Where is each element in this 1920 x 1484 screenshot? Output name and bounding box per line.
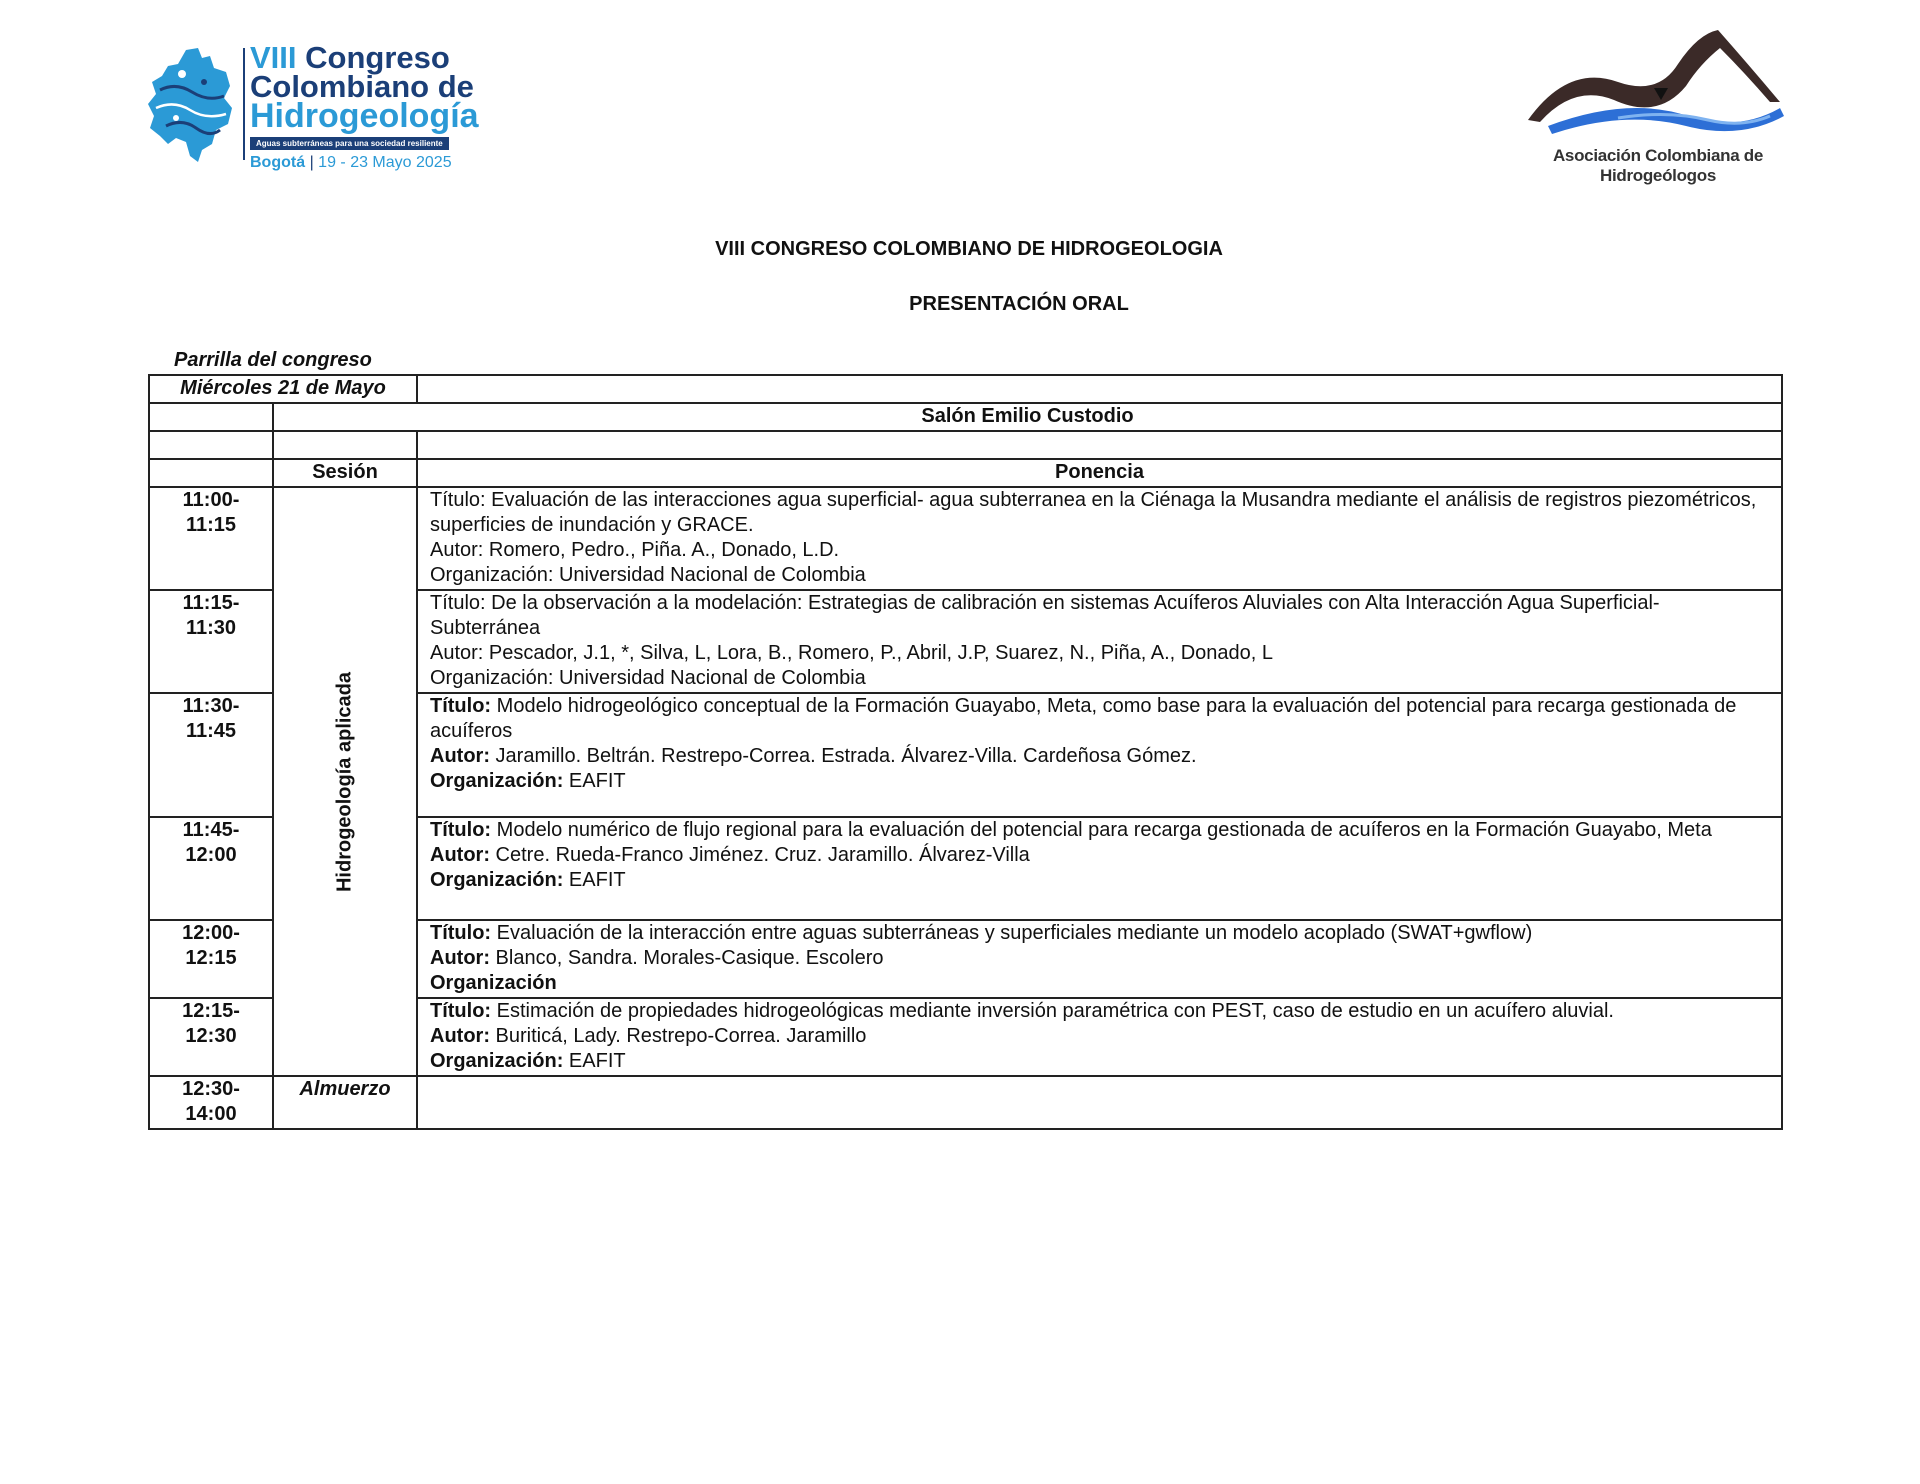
session-cell xyxy=(273,487,417,1076)
header-session: Sesión xyxy=(273,459,417,487)
mountain-wave-icon xyxy=(1508,24,1808,144)
talk-cell: Título: Evaluación de las interacciones agua superficial- agua subterranea en la Ciénaga la Musandra mediante el análisis de registros piezométricos, superficies de inundación y GRACE. Autor: Romero, Pedro., Piña. A., Donado, L.D. Organización: Universidad Nacional de Colombia xyxy=(417,487,1782,590)
talk-cell: Título: Evaluación de la interacción entre aguas subterráneas y superficiales mediante un modelo acoplado (SWAT+gwflow) Autor: Blanco, Sandra. Morales-Casique. Escolero Organización xyxy=(417,920,1782,998)
logo-line2: Colombiano de xyxy=(250,69,474,104)
talk-title: Estimación de propiedades hidrogeológicas mediante inversión paramétrica con PEST, caso de estudio en un acuífero aluvial. xyxy=(496,1000,1614,1022)
logo-date: Bogotá | 19 - 23 Mayo 2025 xyxy=(250,154,452,171)
page-title: VIII CONGRESO COLOMBIANO DE HIDROGEOLOGIA xyxy=(715,238,1223,260)
header-time xyxy=(149,459,273,487)
time-cell: 11:00- 11:15 xyxy=(149,487,273,590)
time-cell: 12:15- 12:30 xyxy=(149,998,273,1076)
talk-cell: Título: Modelo numérico de flujo regional para la evaluación del potencial para recarga gestionada de acuíferos en la Formación Guayabo, Meta Autor: Cetre. Rueda-Franco Jiménez. Cruz. Jaramillo. Álvarez-Villa Organización: EAFIT xyxy=(417,817,1782,920)
spacer-cell xyxy=(273,431,417,459)
talk-title: Evaluación de las interacciones agua superficial- agua subterranea en la Ciénaga la Musandra mediante el análisis de registros piezométricos, superficies de inundación y GRACE. xyxy=(430,489,1757,536)
session-name: Hidrogeología aplicada xyxy=(333,671,356,892)
grid-caption: Parrilla del congreso xyxy=(174,349,372,371)
room-row xyxy=(149,403,1782,431)
day-empty-cell xyxy=(417,375,1782,403)
talk-author: Blanco, Sandra. Morales-Casique. Escolero xyxy=(495,947,884,969)
talk-author: Jaramillo. Beltrán. Restrepo-Correa. Estrada. Álvarez-Villa. Cardeñosa Gómez. xyxy=(495,745,1197,767)
schedule-table xyxy=(148,374,1783,1130)
time-cell: 11:30- 11:45 xyxy=(149,693,273,817)
lunch-row xyxy=(149,1076,1782,1129)
talk-title: Evaluación de la interacción entre aguas subterráneas y superficiales mediante un modelo acoplado (SWAT+gwflow) xyxy=(496,922,1533,944)
talk-title: De la observación a la modelación: Estrategias de calibración en sistemas Acuíferos Aluviales con Alta Interacción Agua Superficial-Subterránea xyxy=(430,592,1660,639)
lunch-empty-cell xyxy=(417,1076,1782,1129)
talk-cell: Título: Modelo hidrogeológico conceptual de la Formación Guayabo, Meta, como base para la evaluación del potencial para recarga gestionada de acuíferos Autor: Jaramillo. Beltrán. Restrepo-Correa. Estrada. Álvarez-Villa. Cardeñosa Gómez. Organización: EAFIT xyxy=(417,693,1782,817)
logo-line3: Hidrogeología xyxy=(250,97,479,135)
spacer-row xyxy=(149,431,1782,459)
talk-title: Modelo numérico de flujo regional para la evaluación del potencial para recarga gestionada de acuíferos en la Formación Guayabo, Meta xyxy=(496,819,1712,841)
congress-logo xyxy=(146,40,506,170)
time-cell: 11:15- 11:30 xyxy=(149,590,273,693)
logo-tagline: Aguas subterráneas para una sociedad resiliente xyxy=(250,137,449,150)
logo-line1: VIII Congreso xyxy=(250,40,450,75)
talk-org: Universidad Nacional de Colombia xyxy=(558,564,866,586)
talk-org: EAFIT xyxy=(568,770,626,792)
talk-org: EAFIT xyxy=(568,1050,626,1072)
time-cell: 12:00- 12:15 xyxy=(149,920,273,998)
room-empty-cell xyxy=(149,403,273,431)
talk-author: Cetre. Rueda-Franco Jiménez. Cruz. Jaramillo. Álvarez-Villa xyxy=(495,844,1030,866)
lunch-label: Almuerzo xyxy=(273,1076,417,1129)
talk-title: Modelo hidrogeológico conceptual de la Formación Guayabo, Meta, como base para la evaluación del potencial para recarga gestionada de acuíferos xyxy=(430,695,1737,742)
day-label: Miércoles 21 de Mayo xyxy=(149,375,417,403)
spacer-cell xyxy=(149,431,273,459)
talk-author: Pescador, J.1, *, Silva, L, Lora, B., Romero, P., Abril, J.P, Suarez, N., Piña, A., Donado, L xyxy=(488,642,1274,664)
talk-cell: Título: De la observación a la modelación: Estrategias de calibración en sistemas Acuíferos Aluviales con Alta Interacción Agua Superficial-Subterránea Autor: Pescador, J.1, *, Silva, L, Lora, B., Romero, P., Abril, J.P, Suarez, N., Piña, A., Donado, L Organización: Universidad Nacional de Colombia xyxy=(417,590,1782,693)
association-logo xyxy=(1508,24,1808,185)
time-cell: 11:45- 12:00 xyxy=(149,817,273,920)
colombia-map-icon xyxy=(146,46,238,166)
table-row xyxy=(149,487,1782,590)
talk-author: Buriticá, Lady. Restrepo-Correa. Jaramillo xyxy=(495,1025,867,1047)
talk-author: Romero, Pedro., Piña. A., Donado, L.D. xyxy=(488,539,840,561)
room-label: Salón Emilio Custodio xyxy=(273,403,1782,431)
logo-divider xyxy=(242,48,246,160)
header-talk: Ponencia xyxy=(417,459,1782,487)
header-row xyxy=(149,459,1782,487)
page-subtitle: PRESENTACIÓN ORAL xyxy=(909,293,1129,315)
talk-org: Universidad Nacional de Colombia xyxy=(558,667,866,689)
time-cell: 12:30- 14:00 xyxy=(149,1076,273,1129)
association-name: Asociación Colombiana de Hidrogeólogos xyxy=(1552,146,1764,185)
talk-cell: Título: Estimación de propiedades hidrogeológicas mediante inversión paramétrica con PEST, caso de estudio en un acuífero aluvial. Autor: Buriticá, Lady. Restrepo-Correa. Jaramillo Organización: EAFIT xyxy=(417,998,1782,1076)
talk-org: EAFIT xyxy=(568,869,626,891)
day-row xyxy=(149,375,1782,403)
spacer-cell xyxy=(417,431,1782,459)
